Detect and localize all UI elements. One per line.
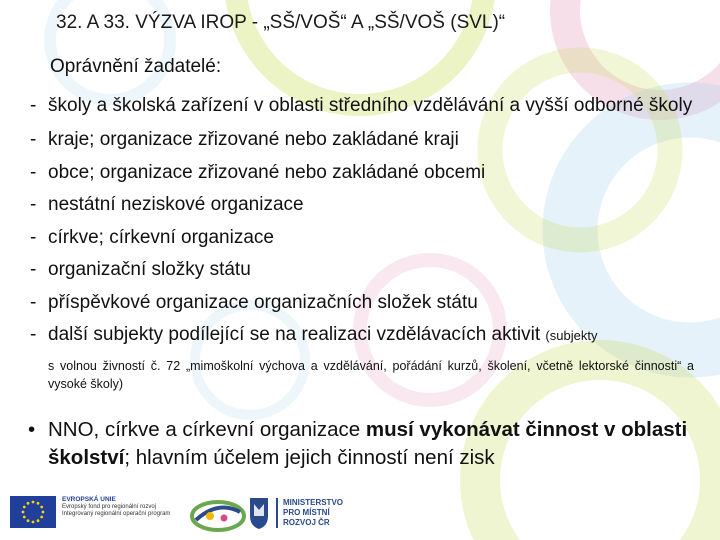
logo-bar <box>0 488 720 540</box>
list-item <box>30 287 694 320</box>
ministry-name: MINISTERSTVO PRO MÍSTNÍ ROZVOJ ČR <box>276 498 353 528</box>
ministry-emblem-icon <box>248 496 270 530</box>
list-item <box>30 254 694 287</box>
list-item <box>30 92 694 120</box>
applicant-note: s volnou živností č. 72 „mimoškolní výchova a vzdělávání, pořádání kurzů, školení, včetně lektorské činnosti“ a vysoké školy) <box>48 358 694 391</box>
eu-fund: Evropský fond pro regionální rozvoj <box>62 503 157 510</box>
irop-logo-icon <box>188 494 248 534</box>
slide-title: 32. A 33. VÝZVA IROP - „SŠ/VOŠ“ A „SŠ/VOŠ (SVL)“ <box>56 12 506 33</box>
eu-logo <box>10 496 170 528</box>
dash-marker: - <box>30 291 37 313</box>
dash-marker: - <box>30 161 37 183</box>
list-item <box>30 222 694 255</box>
bullet-marker: • <box>28 418 36 441</box>
dash-marker: - <box>30 194 37 215</box>
dash-marker: - <box>30 226 37 248</box>
ministry-logo <box>248 496 353 530</box>
list-item <box>30 157 694 190</box>
list-item-text: nestátní neziskové organizace <box>48 194 304 215</box>
eu-name: EVROPSKÁ UNIE <box>62 496 116 503</box>
dash-marker: - <box>30 95 37 116</box>
subtitle: Oprávnění žadatelé: <box>50 56 222 77</box>
list-item-text: organizační složky státu <box>48 259 251 280</box>
condition-text-2: ; hlavním účelem jejich činností není zisk <box>124 446 495 469</box>
list-item <box>30 189 694 222</box>
list-item-text: školy a školská zařízení v oblasti středního vzdělávání a vyšší odborné školy <box>48 95 693 116</box>
eu-flag-icon <box>10 496 56 528</box>
condition-bullet <box>28 416 698 472</box>
applicant-list <box>30 92 694 393</box>
condition-emphasis: musí vykonávat činnost v oblasti školství <box>48 418 688 469</box>
list-item-text: obce; organizace zřizované nebo zakládané obcemi <box>48 161 486 183</box>
list-item-text: příspěvkové organizace organizačních složek státu <box>48 291 478 313</box>
list-item <box>30 124 694 157</box>
condition-text-1: NNO, církve a církevní organizace <box>48 418 366 441</box>
eu-logo-text <box>62 496 170 519</box>
list-item-text: kraje; organizace zřizované nebo zakládané kraji <box>48 129 459 150</box>
list-item-text: další subjekty podílející se na realizaci vzdělávacích aktivit <box>48 324 541 345</box>
dash-marker: - <box>30 129 37 150</box>
list-item-text: církve; církevní organizace <box>48 226 274 248</box>
dash-marker: - <box>30 259 37 280</box>
eu-program: Integrovaný regionální operační program <box>62 511 171 517</box>
note-start: (subjekty <box>545 328 598 343</box>
dash-marker: - <box>30 324 37 345</box>
list-item <box>30 319 694 393</box>
